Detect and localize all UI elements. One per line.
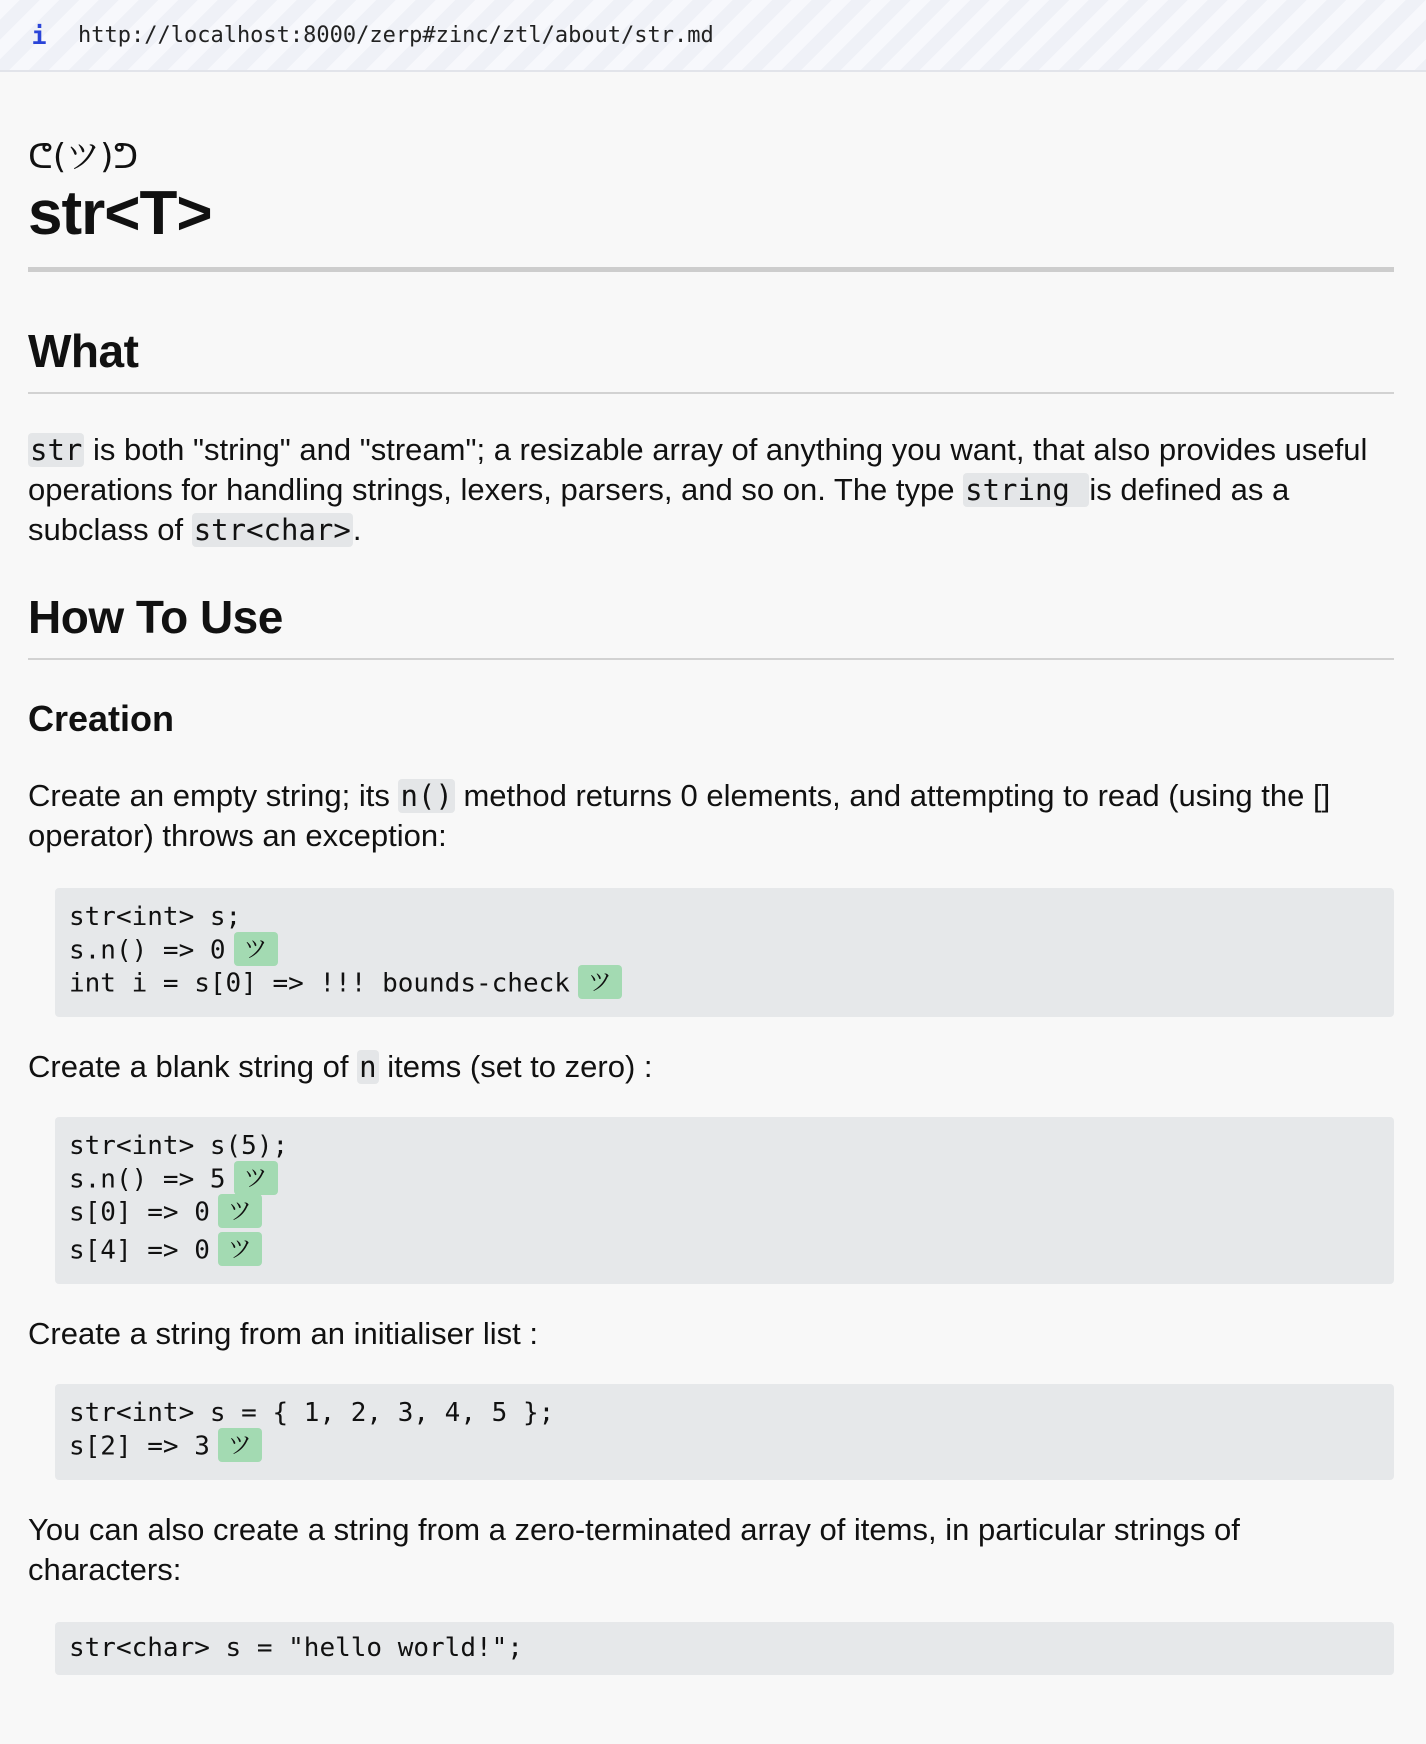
- creation-text-2a: Create a blank string of: [28, 1049, 358, 1084]
- inline-code-n: n: [359, 1050, 377, 1084]
- creation-paragraph-3: Create a string from an initialiser list :: [28, 1316, 538, 1351]
- code-line: s.n() => 5 ツ: [69, 1163, 1380, 1196]
- code-block-initialiser-list: [55, 1384, 1394, 1480]
- what-text-c: .: [352, 512, 362, 547]
- heading-how-to-use: How To Use: [28, 591, 283, 643]
- code-block-blank-string: [55, 1117, 1394, 1284]
- document-content: [28, 72, 1394, 1675]
- code-line: str<int> s = { 1, 2, 3, 4, 5 };: [69, 1398, 555, 1428]
- ok-badge: ツ: [218, 1194, 262, 1228]
- inline-code-str: str: [30, 433, 83, 467]
- ok-badge: ツ: [234, 1161, 278, 1195]
- creation-text-1a: Create an empty string; its: [28, 778, 399, 813]
- code-line: str<char> s = "hello world!";: [69, 1633, 523, 1663]
- url-text[interactable]: http://localhost:8000/zerp#zinc/ztl/about/str.md: [78, 22, 714, 48]
- ok-badge: ツ: [218, 1232, 262, 1266]
- code-block-empty-string: [55, 888, 1394, 1017]
- inline-code-n-method: n(): [400, 779, 453, 813]
- code-line: s[0] => 0 ツ: [69, 1196, 1380, 1234]
- info-icon[interactable]: i: [31, 20, 47, 50]
- heading-what: What: [28, 325, 139, 377]
- code-block-zero-terminated: [55, 1622, 1394, 1675]
- title-divider: [28, 267, 1394, 272]
- code-line: s[4] => 0 ツ: [69, 1234, 1380, 1272]
- page-title: str<T>: [28, 179, 212, 248]
- code-line: int i = s[0] => !!! bounds-check ツ: [69, 967, 1380, 1005]
- creation-paragraph-4: You can also create a string from a zero-terminated array of items, in particular strings of characters:: [28, 1512, 1240, 1587]
- ok-badge: ツ: [218, 1428, 262, 1462]
- creation-paragraph-2: [28, 1047, 1394, 1087]
- code-line: s[2] => 3 ツ: [69, 1430, 1380, 1468]
- inline-code-str-char: str<char>: [193, 513, 351, 547]
- what-paragraph: [28, 430, 1394, 550]
- creation-text-1b: method returns 0 elements, and attempting to read (using the [] operator) throws an exception:: [28, 778, 1331, 853]
- code-line: str<int> s;: [69, 902, 242, 932]
- creation-text-2b: items (set to zero) :: [378, 1049, 653, 1084]
- code-line: str<int> s(5);: [69, 1131, 289, 1161]
- what-text-b: is defined as a subclass of: [28, 472, 1290, 547]
- what-text-a: is both "string" and "stream"; a resizable array of anything you want, that also provides useful operations for handling strings, lexers, parsers, and so on. The type: [28, 432, 1368, 507]
- inline-code-string: string: [965, 473, 1088, 507]
- heading-creation: Creation: [28, 698, 175, 739]
- heading-what-divider: [28, 392, 1394, 394]
- code-line: s.n() => 0 ツ: [69, 934, 1380, 967]
- heading-how-to-use-divider: [28, 658, 1394, 660]
- address-bar: [0, 0, 1426, 72]
- ok-badge: ツ: [234, 932, 278, 966]
- ok-badge: ツ: [578, 965, 622, 999]
- kaomoji: ᕦ(ツ)ᕤ: [28, 137, 139, 177]
- creation-paragraph-1: [28, 776, 1394, 856]
